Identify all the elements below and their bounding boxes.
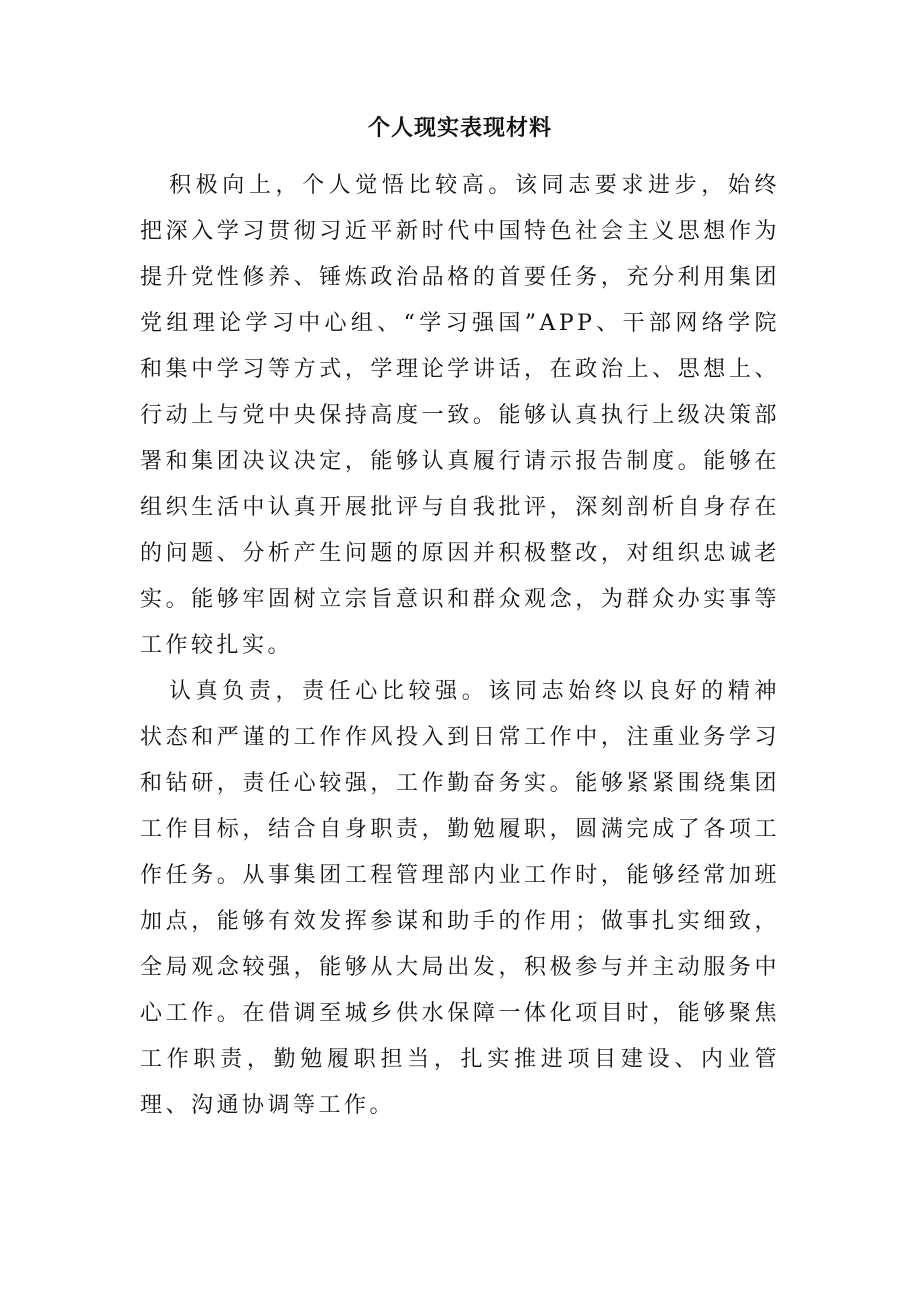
- paragraph-work-responsibility: 认真负责，责任心比较强。该同志始终以良好的精神状态和严谨的工作作风投入到日常工作中，注重业务学习和钻研，责任心较强，工作勤奋务实。能够紧紧围绕集团工作目标，结合自身职责，勤勉履职，圆满完成了各项工作任务。从事集团工程管理部内业工作时，能够经常加班加点，能够有效发挥参谋和助手的作用；做事扎实细致，全局观念较强，能够从大局出发，积极参与并主动服务中心工作。在借调至城乡供水保障一体化项目时，能够聚焦工作职责，勤勉履职担当，扎实推进项目建设、内业管理、沟通协调等工作。: [140, 679, 780, 1118]
- document-body: [140, 163, 780, 1129]
- document-title: 个人现实表现材料: [367, 116, 552, 141]
- paragraph-political-performance: 积极向上，个人觉悟比较高。该同志要求进步，始终把深入学习贯彻习近平新时代中国特色社会主义思想作为提升党性修养、锤炼政治品格的首要任务，充分利用集团党组理论学习中心组、“学习强国”APP、干部网络学院和集中学习等方式，学理论学讲话，在政治上、思想上、行动上与党中央保持高度一致。能够认真执行上级决策部署和集团决议决定，能够认真履行请示报告制度。能够在组织生活中认真开展批评与自我批评，深刻剖析自身存在的问题、分析产生问题的原因并积极整改，对组织忠诚老实。能够牢固树立宗旨意识和群众观念，为群众办实事等工作较扎实。: [140, 173, 780, 658]
